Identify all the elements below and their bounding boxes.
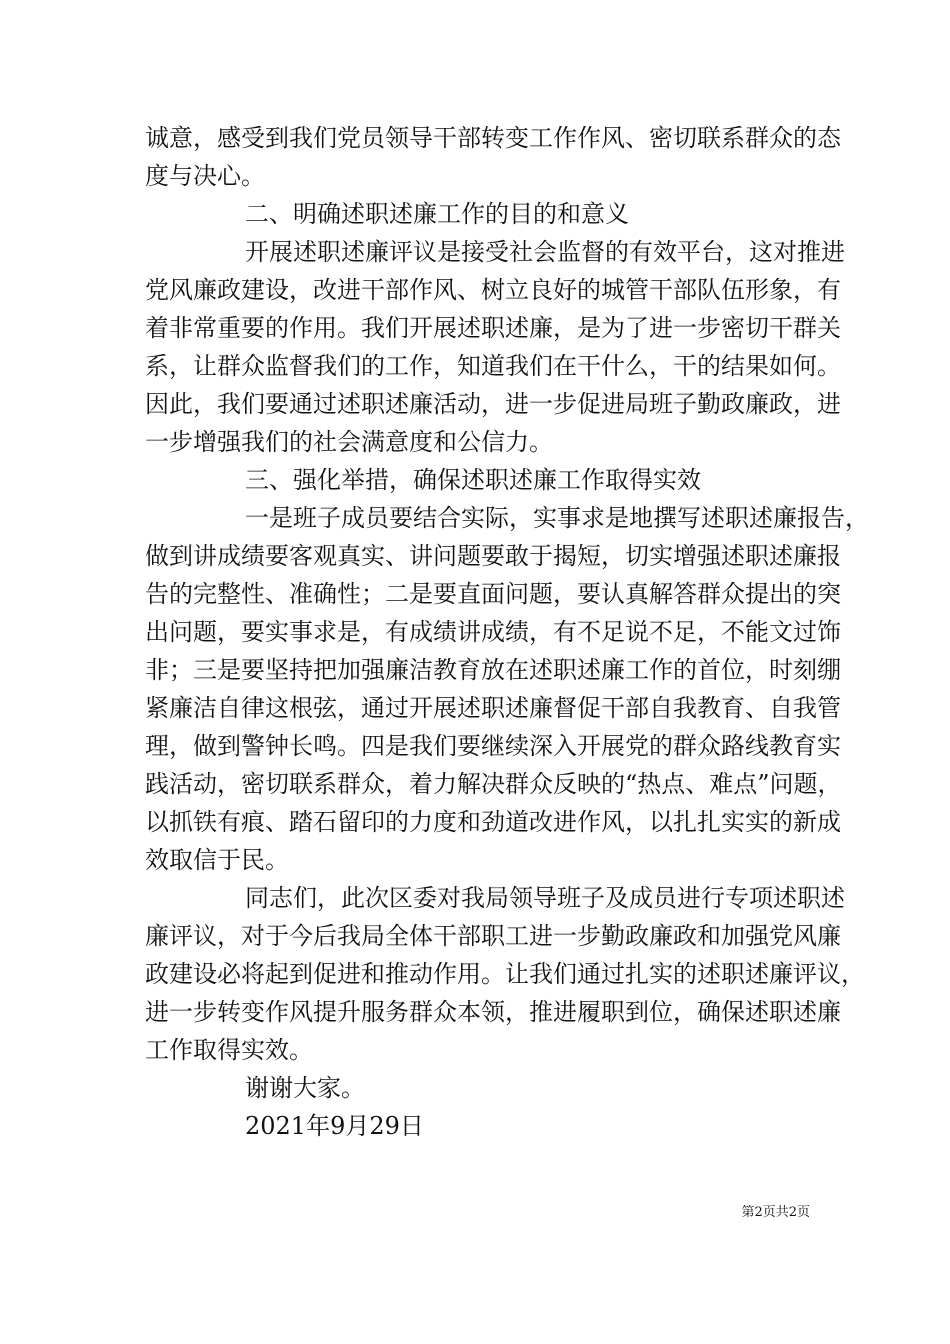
paragraph-line: 以抓铁有痕、踏石留印的力度和劲道改进作风，以扎扎实实的新成 xyxy=(145,808,841,836)
paragraph-line: 效取信于民。 xyxy=(145,846,289,874)
document-date: 2021年9月29日 xyxy=(245,1112,424,1140)
closing-thanks: 谢谢大家。 xyxy=(245,1074,365,1102)
paragraph-line: 因此，我们要通过述职述廉活动，进一步促进局班子勤政廉政，进 xyxy=(145,390,841,418)
paragraph-line: 度与决心。 xyxy=(145,162,265,190)
paragraph-line: 一步增强我们的社会满意度和公信力。 xyxy=(145,428,553,456)
paragraph-line: 工作取得实效。 xyxy=(145,1036,313,1064)
paragraph-line: 理，做到警钟长鸣。四是我们要继续深入开展党的群众路线教育实 xyxy=(145,732,841,760)
paragraph-line: 一是班子成员要结合实际，实事求是地撰写述职述廉报告， xyxy=(245,504,869,532)
paragraph-line: 廉评议，对于今后我局全体干部职工进一步勤政廉政和加强党风廉 xyxy=(145,922,841,950)
paragraph-line: 践活动，密切联系群众，着力解决群众反映的“热点、难点”问题， xyxy=(145,770,842,798)
paragraph-line: 诚意，感受到我们党员领导干部转变工作作风、密切联系群众的态 xyxy=(145,124,841,152)
paragraph-line: 着非常重要的作用。我们开展述职述廉，是为了进一步密切干群关 xyxy=(145,314,841,342)
paragraph-line: 系，让群众监督我们的工作，知道我们在干什么，干的结果如何。 xyxy=(145,352,841,380)
paragraph-line: 同志们，此次区委对我局领导班子及成员进行专项述职述 xyxy=(245,884,845,912)
paragraph-line: 告的完整性、准确性；二是要直面问题，要认真解答群众提出的突 xyxy=(145,580,841,608)
section-heading: 二、明确述职述廉工作的目的和意义 xyxy=(245,200,629,228)
paragraph-line: 党风廉政建设，改进干部作风、树立良好的城管干部队伍形象，有 xyxy=(145,276,841,304)
paragraph-line: 紧廉洁自律这根弦，通过开展述职述廉督促干部自我教育、自我管 xyxy=(145,694,841,722)
section-heading: 三、强化举措，确保述职述廉工作取得实效 xyxy=(245,466,701,494)
paragraph-line: 做到讲成绩要客观真实、讲问题要敢于揭短，切实增强述职述廉报 xyxy=(145,542,841,570)
paragraph-line: 非；三是要坚持把加强廉洁教育放在述职述廉工作的首位，时刻绷 xyxy=(145,656,841,684)
paragraph-line: 出问题，要实事求是，有成绩讲成绩，有不足说不足，不能文过饰 xyxy=(145,618,841,646)
paragraph-line: 进一步转变作风提升服务群众本领，推进履职到位，确保述职述廉 xyxy=(145,998,841,1026)
page-number-footer: 第2页共2页 xyxy=(741,1205,810,1220)
paragraph-line: 政建设必将起到促进和推动作用。让我们通过扎实的述职述廉评议， xyxy=(145,960,865,988)
paragraph-line: 开展述职述廉评议是接受社会监督的有效平台，这对推进 xyxy=(245,238,845,266)
